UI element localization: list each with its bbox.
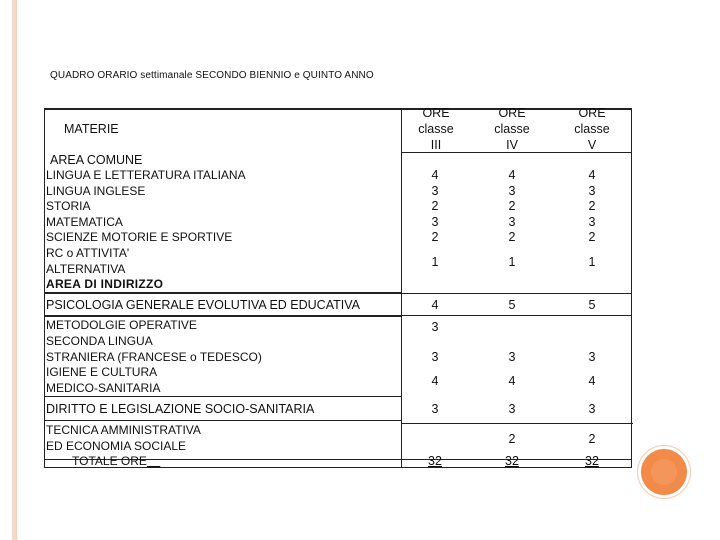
row-divider [44, 292, 402, 293]
hours-value: 3 [431, 320, 439, 334]
header-divider [402, 152, 632, 153]
subject-name: SECONDA LINGUA [46, 334, 153, 348]
subject-name: IGIENE E CULTURA [46, 365, 158, 379]
subject-name: STRANIERA (FRANCESE o TEDESCO) [46, 349, 262, 364]
hours-value: 1 [588, 255, 596, 269]
subject-name: MEDICO-SANITARIA [46, 380, 161, 395]
hours-value: 2 [431, 199, 439, 213]
hours-value: 4 [588, 168, 596, 182]
subject-name: ALTERNATIVA [46, 261, 126, 276]
hours-value: 3 [431, 214, 439, 229]
hours-value: 3 [431, 350, 439, 364]
hours-value: 4 [588, 374, 596, 388]
hours-value: 5 [508, 298, 516, 312]
subject-name: PSICOLOGIA GENERALE EVOLUTIVA ED EDUCATIVA [46, 298, 360, 312]
hours-value: 2 [508, 230, 516, 244]
hours-value: 2 [588, 199, 596, 213]
hours-value: 2 [508, 199, 516, 213]
subject-name: METODOLGIE OPERATIVE [46, 318, 197, 332]
page-title: QUADRO ORARIO settimanale SECONDO BIENNIO e QUINTO ANNO [50, 70, 374, 81]
hours-value: 3 [508, 214, 516, 229]
col-header-iv: ORE classe IV [494, 106, 530, 152]
hours-value: 1 [431, 255, 439, 269]
hours-value: 5 [588, 298, 596, 312]
hours-value: 4 [431, 298, 439, 312]
hours-value: 3 [588, 214, 596, 229]
materie-header: MATERIE [64, 122, 119, 136]
row-divider [44, 396, 402, 397]
row-divider [44, 420, 402, 421]
total-value: 32 [585, 454, 599, 468]
subject-name: STORIA [46, 199, 91, 213]
hours-value: 2 [588, 230, 596, 244]
total-value: 32 [428, 454, 442, 468]
hours-value: 4 [508, 168, 516, 182]
decorative-circle [641, 449, 687, 495]
hours-value: 4 [508, 374, 516, 388]
hours-value: 3 [508, 402, 516, 416]
subject-name: TECNICA AMMINISTRATIVA [46, 423, 201, 437]
hours-value: 2 [431, 230, 439, 244]
hours-value: 3 [431, 402, 439, 416]
area-indirizzo-label: AREA DI INDIRIZZO [46, 277, 164, 291]
hours-value: 1 [508, 255, 516, 269]
totale-label: TOTALE ORE [72, 454, 147, 468]
subject-name: DIRITTO E LEGISLAZIONE SOCIO-SANITARIA [46, 402, 315, 416]
subject-name: LINGUA E LETTERATURA ITALIANA [46, 168, 246, 182]
subject-name: ED ECONOMIA SOCIALE [46, 438, 187, 453]
row-divider [45, 293, 631, 294]
col-header-iii: ORE classe III [418, 106, 454, 152]
row-divider [44, 316, 402, 317]
hours-value: 2 [508, 432, 516, 446]
subject-name: LINGUA INGLESE [46, 183, 146, 198]
hours-value: 3 [588, 402, 596, 416]
area-comune-label: AREA COMUNE [50, 153, 143, 167]
row-divider [401, 423, 633, 424]
hours-value: 4 [431, 168, 439, 182]
subject-name: RC o ATTIVITA' [46, 246, 130, 260]
hours-value: 4 [431, 374, 439, 388]
subject-name: SCIENZE MOTORIE E SPORTIVE [46, 230, 233, 244]
total-value: 32 [505, 454, 519, 468]
hours-value: 3 [431, 183, 439, 198]
subject-name: MATEMATICA [46, 214, 123, 229]
col-header-v: ORE classe V [574, 106, 610, 152]
hours-value: 3 [588, 350, 596, 364]
hours-value: 3 [588, 183, 596, 198]
hours-value: 3 [508, 183, 516, 198]
hours-value: 3 [508, 350, 516, 364]
hours-value: 2 [588, 432, 596, 446]
